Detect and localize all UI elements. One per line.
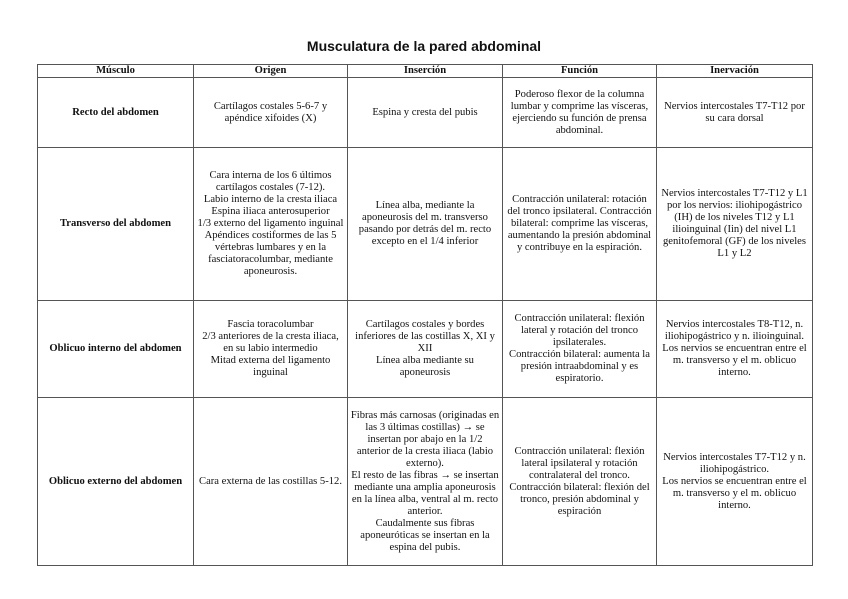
innervation-cell xyxy=(657,78,813,148)
origin-line: Cara interna de los 6 últimos cartílagos costales (7-12). xyxy=(209,170,332,193)
origin-line: 1/3 externo del ligamento inguinal xyxy=(197,218,344,229)
function-line: Contracción bilateral: aumenta la presión intraabdominal y es espiratorio. xyxy=(509,349,650,384)
insertion-cell xyxy=(348,148,503,301)
header-insercion: Inserción xyxy=(348,65,503,78)
origin-line: Labio interno de la cresta iliaca xyxy=(203,194,338,205)
origin-cell xyxy=(194,398,348,566)
origin-line: Cara externa de las costillas 5-12. xyxy=(199,475,342,487)
origin-cell xyxy=(194,78,348,148)
origin-line: Fascia toracolumbar xyxy=(227,319,314,330)
muscle-table xyxy=(37,64,813,566)
origin-line: Cartílagos costales 5-6-7 y apéndice xifoides (X) xyxy=(213,100,328,124)
insertion-line: Espina y cresta del pubis xyxy=(372,106,478,118)
muscle-name-cell: Oblicuo externo del abdomen xyxy=(38,398,194,566)
table-row xyxy=(38,398,813,566)
table-row xyxy=(38,301,813,398)
muscle-name-cell: Recto del abdomen xyxy=(38,78,194,148)
origin-line: Apéndices costiformes de las 5 vértebras lumbares y en la fasciatoracolumbar, mediante aponeurosis. xyxy=(204,230,337,277)
origin-cell xyxy=(194,148,348,301)
page-title: Musculatura de la pared abdominal xyxy=(306,38,542,54)
function-cell xyxy=(503,148,657,301)
function-line: Contracción unilateral: flexión lateral ipsilateral y rotación contralateral del tronco. xyxy=(514,445,645,481)
insertion-line: Fibras más carnosas (originadas en las 3 últimas costillas) → se insertan por abajo en la 1/2 anterior de la cresta iliaca (labio externo). xyxy=(350,409,500,469)
insertion-line: Línea alba mediante su aponeurosis xyxy=(376,355,474,378)
innervation-line: Nervios intercostales T8-T12, n. iliohipogástrico y n. ilioinguinal. xyxy=(664,319,805,342)
table-row xyxy=(38,148,813,301)
table-header-row xyxy=(38,65,813,78)
innervation-line: Los nervios se encuentran entre el m. transverso y el m. oblicuo interno. xyxy=(662,343,807,378)
origin-line: Mitad externa del ligamento inguinal xyxy=(210,355,331,378)
origin-line: 2/3 anteriores de la cresta iliaca, en su labio intermedio xyxy=(202,331,339,354)
innervation-line: Los nervios se encuentran entre el m. transverso y el m. oblicuo interno. xyxy=(662,475,807,511)
insertion-cell xyxy=(348,301,503,398)
insertion-line: Caudalmente sus fibras aponeuróticas se insertan en la espina del pubis. xyxy=(360,517,490,553)
origin-cell xyxy=(194,301,348,398)
header-musculo: Músculo xyxy=(38,65,194,78)
insertion-cell xyxy=(348,398,503,566)
insertion-line: Cartílagos costales y bordes inferiores de las costillas X, XI y XII xyxy=(355,319,495,354)
innervation-line: Nervios intercostales T7-T12 y L1 por los nervios: iliohipogástrico (IH) de los niveles T12 y L1 ilioinguinal (Iin) del nivel L1 genitofemoral (GF) de los niveles L1 y L2 xyxy=(661,188,808,259)
function-line: Contracción unilateral: rotación del tronco ipsilateral. Contracción bilateral: comprime las vísceras, aumentando la presión abdominal y contribuye en la espiración. xyxy=(507,194,652,253)
insertion-cell xyxy=(348,78,503,148)
innervation-cell xyxy=(657,301,813,398)
table-row xyxy=(38,78,813,148)
function-cell xyxy=(503,398,657,566)
origin-line: Espina iliaca anterosuperior xyxy=(211,206,330,217)
muscle-name-cell: Transverso del abdomen xyxy=(38,148,194,301)
insertion-line: El resto de las fibras → se insertan mediante una amplia aponeurosis en la línea alba, ventral al m. recto anterior. xyxy=(351,469,499,517)
insertion-line: Línea alba, mediante la aponeurosis del m. transverso pasando por detrás del m. recto excepto en el 1/4 inferior xyxy=(358,200,492,247)
function-line: Contracción bilateral: flexión del tronco, presión abdominal y espiración xyxy=(509,481,650,517)
innervation-cell xyxy=(657,148,813,301)
muscle-name-cell: Oblicuo interno del abdomen xyxy=(38,301,194,398)
header-funcion: Función xyxy=(503,65,657,78)
function-cell xyxy=(503,78,657,148)
innervation-line: Nervios intercostales T7-T12 y n. iliohipogástrico. xyxy=(663,451,806,475)
header-origen: Origen xyxy=(194,65,348,78)
header-inervacion: Inervación xyxy=(657,65,813,78)
function-cell xyxy=(503,301,657,398)
innervation-cell xyxy=(657,398,813,566)
function-line: Poderoso flexor de la columna lumbar y comprime las vísceras, ejerciendo su función de prensa abdominal. xyxy=(510,88,649,136)
innervation-line: Nervios intercostales T7-T12 por su cara dorsal xyxy=(664,100,805,124)
function-line: Contracción unilateral: flexión lateral y rotación del tronco ipsilaterales. xyxy=(514,313,645,348)
